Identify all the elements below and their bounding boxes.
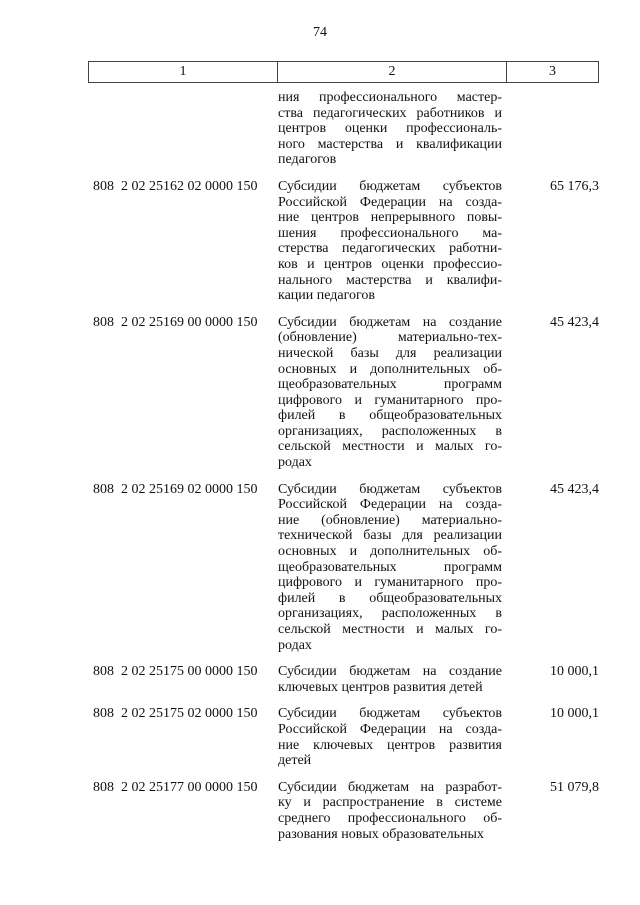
budget-code: 808 2 02 25175 02 0000 150 <box>93 706 258 722</box>
amount-value: 10 000,1 <box>550 706 599 722</box>
description-line: нального мастерства и квалифи- <box>278 272 502 288</box>
page-number: 74 <box>313 25 327 40</box>
description-line: Субсидии бюджетам на создание <box>278 664 502 680</box>
table-body <box>0 90 640 842</box>
header-col-3: 3 <box>549 64 556 79</box>
description-line: ние (обновление) материально- <box>278 512 502 528</box>
amount-value: 45 423,4 <box>550 481 599 497</box>
description-line: сельской местности и малых го- <box>278 439 502 455</box>
table-row <box>0 90 640 168</box>
description-line: ние центров непрерывного повы- <box>278 210 502 226</box>
budget-code: 808 2 02 25169 02 0000 150 <box>93 481 258 497</box>
description-line: Субсидии бюджетам субъектов <box>278 178 502 194</box>
row-description <box>278 664 502 695</box>
budget-code: 808 2 02 25162 02 0000 150 <box>93 178 258 194</box>
description-line: Российской Федерации на созда- <box>278 721 502 737</box>
description-line: кации педагогов <box>278 288 376 304</box>
header-col-1: 1 <box>89 62 278 82</box>
description-line: сельской местности и малых го- <box>278 622 502 637</box>
description-line: центров оценки профессиональ- <box>278 121 502 137</box>
description-line: технической базы для реализации <box>278 528 502 544</box>
table-row <box>0 482 640 654</box>
description-line: Субсидии бюджетам субъектов <box>278 706 502 722</box>
description-line: родах <box>278 455 312 471</box>
description-line: (обновление) материально-тех- <box>278 330 502 346</box>
row-description <box>278 315 502 471</box>
table-row <box>0 179 640 304</box>
table-row <box>0 706 640 768</box>
amount-value: 10 000,1 <box>550 664 599 680</box>
description-line: Субсидии бюджетам субъектов <box>278 481 502 497</box>
description-line: Российской Федерации на созда- <box>278 497 502 513</box>
table-row <box>0 780 640 842</box>
header-col-2: 2 <box>278 62 507 82</box>
budget-code: 808 2 02 25169 00 0000 150 <box>93 314 258 330</box>
table-row <box>0 315 640 471</box>
budget-code: 808 2 02 25175 00 0000 150 <box>93 664 258 680</box>
description-line: среднего профессионального об- <box>278 810 502 826</box>
description-line: основных и дополнительных об- <box>278 544 502 560</box>
description-line: ков и центров оценки профессио- <box>278 256 502 272</box>
description-line: разования новых образовательных <box>278 826 484 842</box>
description-line: ние ключевых центров развития <box>278 737 502 753</box>
description-line: шения профессионального ма- <box>278 225 502 241</box>
description-line: ного мастерства и квалификации <box>278 136 502 152</box>
description-line: стерства педагогических работни- <box>278 241 502 257</box>
description-line: детей <box>278 753 312 769</box>
description-line: щеобразовательных программ <box>278 377 502 393</box>
row-description <box>278 706 502 768</box>
row-description <box>278 179 502 304</box>
description-line: цифрового и гуманитарного про- <box>278 392 502 408</box>
row-description <box>278 482 502 654</box>
budget-code: 808 2 02 25177 00 0000 150 <box>93 779 258 795</box>
amount-value: 51 079,8 <box>550 779 599 795</box>
table-row <box>0 664 640 695</box>
description-line: родах <box>278 637 312 653</box>
description-line: организациях, расположенных в <box>278 423 502 439</box>
table-header <box>88 61 599 83</box>
description-line: организациях, расположенных в <box>278 606 502 622</box>
description-line: филей в общеобразовательных <box>278 408 502 424</box>
description-line: ку и распространение в системе <box>278 795 502 811</box>
amount-value: 65 176,3 <box>550 178 599 194</box>
description-line: ключевых центров развития детей <box>278 679 483 695</box>
description-line: щеобразовательных программ <box>278 559 502 575</box>
row-description <box>278 90 502 168</box>
description-line: Субсидии бюджетам на разработ- <box>278 779 502 795</box>
description-line: филей в общеобразовательных <box>278 590 502 606</box>
description-line: нической базы для реализации <box>278 345 502 361</box>
amount-value: 45 423,4 <box>550 314 599 330</box>
description-line: Российской Федерации на созда- <box>278 194 502 210</box>
description-line: Субсидии бюджетам на создание <box>278 314 502 330</box>
description-line: педагогов <box>278 152 337 168</box>
description-line: цифрового и гуманитарного про- <box>278 575 502 591</box>
row-description <box>278 780 502 842</box>
description-line: ния профессионального мастер- <box>278 90 502 105</box>
description-line: основных и дополнительных об- <box>278 361 502 377</box>
description-line: ства педагогических работников и <box>278 105 502 121</box>
